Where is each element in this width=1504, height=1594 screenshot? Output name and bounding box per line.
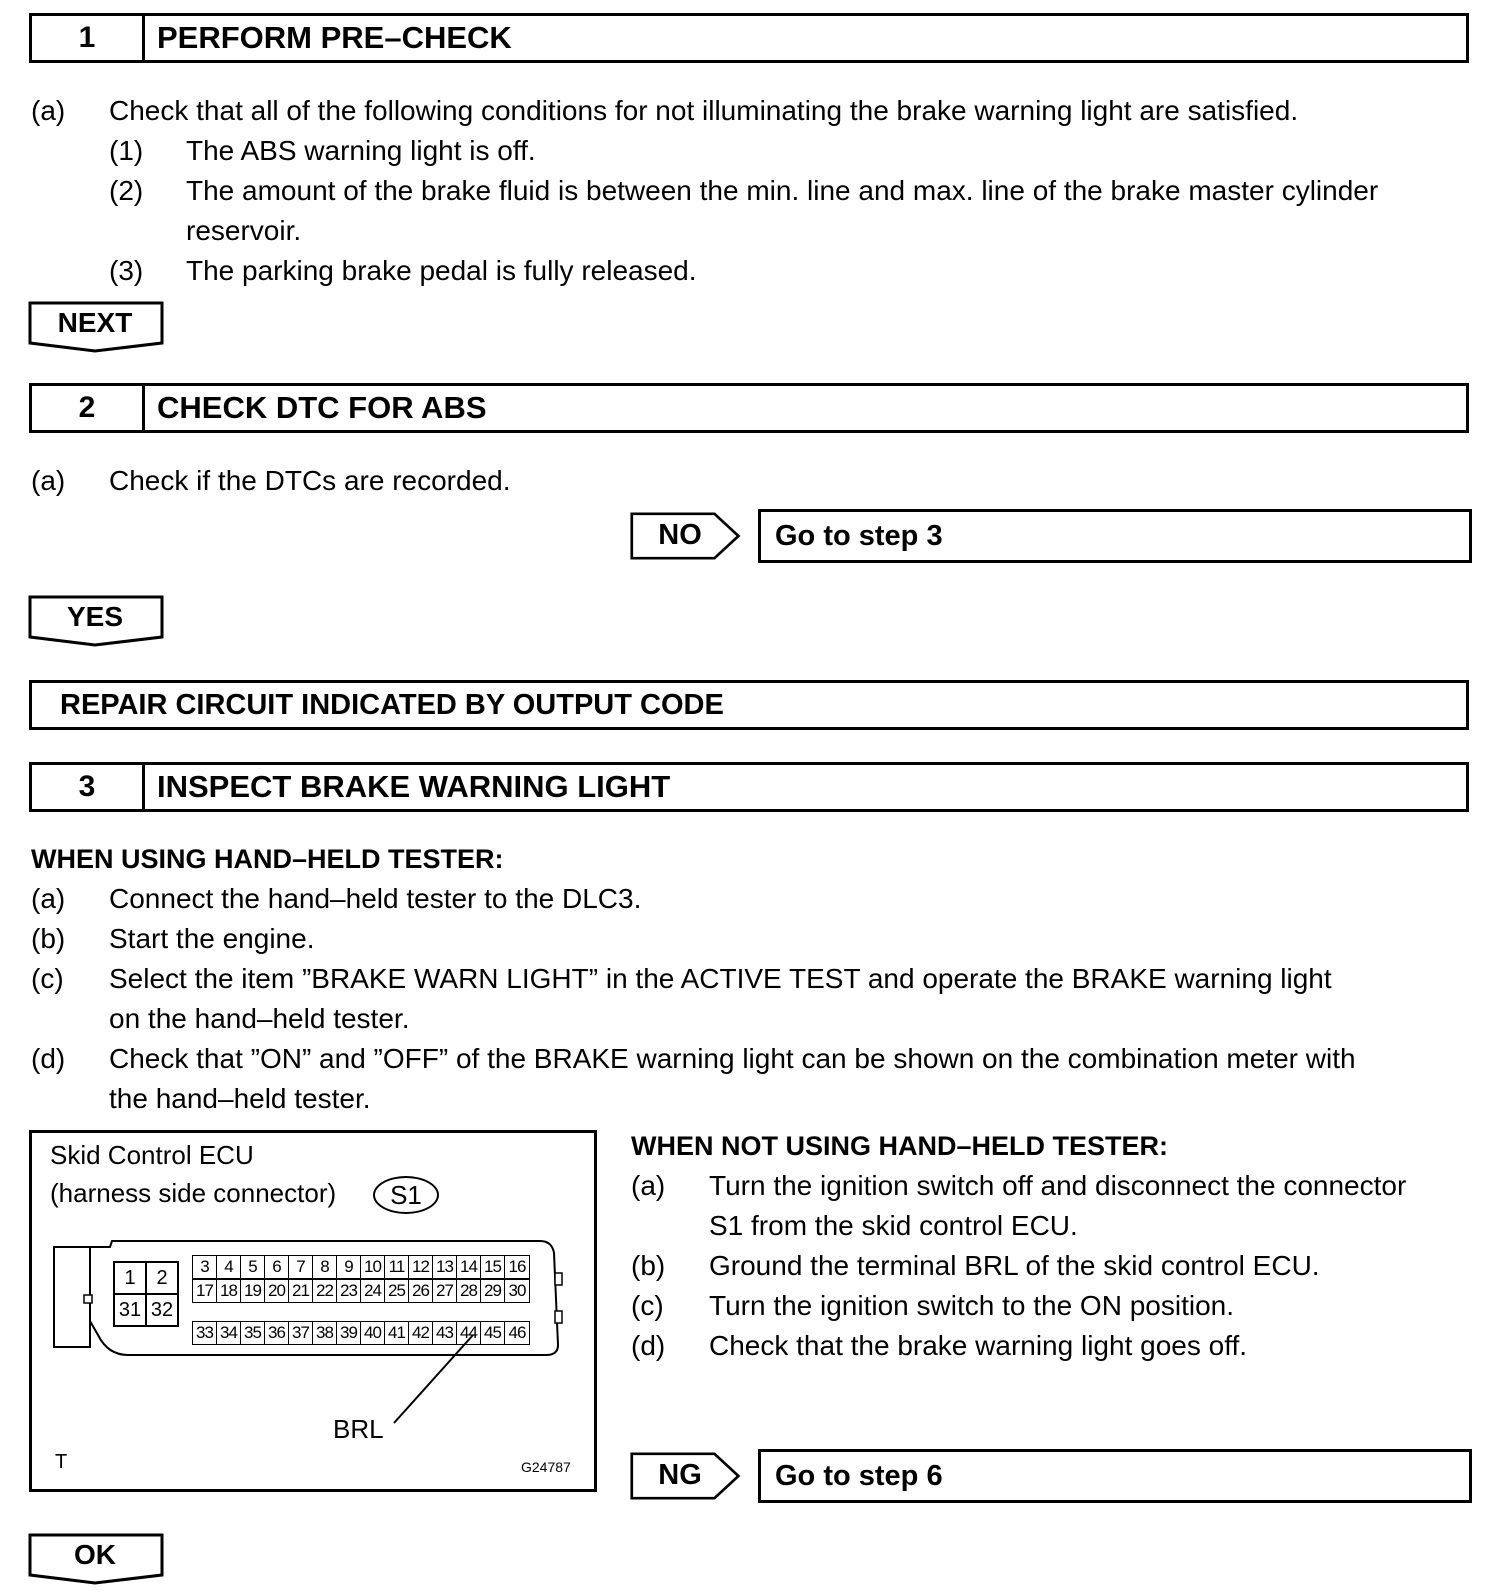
pin-cell: 42 — [409, 1322, 433, 1344]
item-text: Check if the DTCs are recorded. — [109, 465, 511, 496]
figure-title: Skid Control ECU — [50, 1140, 254, 1170]
item-label: (a) — [31, 465, 66, 496]
item-label: (a) — [631, 1170, 666, 1201]
pin-cell: 20 — [265, 1280, 289, 1302]
flow-label: NEXT — [57, 307, 133, 338]
pin-cell: 43 — [433, 1322, 457, 1344]
no-branch — [630, 509, 1472, 563]
pin-cell: 39 — [337, 1322, 361, 1344]
figure-code: G24787 — [521, 1459, 571, 1475]
pin-cell: 9 — [337, 1256, 361, 1278]
yes-flow-tag — [28, 595, 166, 647]
next-flow-tag — [28, 301, 166, 353]
flow-label: OK — [74, 1539, 116, 1570]
pin-cell: 22 — [313, 1280, 337, 1302]
item-text: Turn the ignition switch off and disconnect the connector — [709, 1170, 1407, 1201]
pin-cell: 3 — [193, 1256, 217, 1278]
pin-cell: 23 — [337, 1280, 361, 1302]
item-label: (b) — [31, 923, 66, 954]
pin-cell: 8 — [313, 1256, 337, 1278]
item-text: the hand–held tester. — [109, 1083, 371, 1114]
item-text: Check that the brake warning light goes off. — [709, 1330, 1248, 1361]
pin-cell: 15 — [481, 1256, 505, 1278]
condition-label: (1) — [109, 135, 144, 166]
condition-label: (2) — [109, 175, 144, 206]
pin-cell: 44 — [457, 1322, 481, 1344]
item-label: (a) — [31, 883, 66, 914]
item-label: (c) — [31, 963, 64, 994]
callout-label: BRL — [333, 1414, 384, 1444]
condition-text: reservoir. — [186, 215, 302, 246]
step-number: 1 — [32, 16, 145, 60]
pin-cell: 19 — [241, 1280, 265, 1302]
flow-label: YES — [66, 601, 124, 632]
figure-subtitle: (harness side connector) — [50, 1178, 337, 1208]
item-label: (a) — [31, 95, 66, 126]
pin-cell: 24 — [361, 1280, 385, 1302]
pin-cell: 37 — [289, 1322, 313, 1344]
pin-cell: 45 — [481, 1322, 505, 1344]
connector-figure — [29, 1130, 597, 1492]
pin-cell: 4 — [217, 1256, 241, 1278]
pin-cell: 12 — [409, 1256, 433, 1278]
item-text: on the hand–held tester. — [109, 1003, 410, 1034]
branch-tag: NO — [658, 519, 702, 551]
corner-mark: T — [55, 1451, 68, 1473]
pin-cell: 13 — [433, 1256, 457, 1278]
ok-flow-tag — [28, 1533, 166, 1585]
pin-cell: 35 — [241, 1322, 265, 1344]
step-3-header — [29, 762, 1469, 812]
section-heading: WHEN NOT USING HAND–HELD TESTER: — [631, 1131, 1169, 1161]
item-label: (d) — [31, 1043, 66, 1074]
branch-tag: NG — [658, 1459, 702, 1491]
pin-cell: 11 — [385, 1256, 409, 1278]
condition-text: The ABS warning light is off. — [186, 135, 536, 166]
brl-callout-line — [32, 1133, 594, 1489]
branch-target: Go to step 3 — [758, 509, 1472, 563]
item-label: (d) — [631, 1330, 666, 1361]
step-1-header — [29, 13, 1469, 63]
ng-branch — [630, 1449, 1472, 1503]
branch-target: Go to step 6 — [758, 1449, 1472, 1503]
item-label: (b) — [631, 1250, 666, 1281]
condition-label: (3) — [109, 255, 144, 286]
section-heading: WHEN USING HAND–HELD TESTER: — [31, 844, 504, 874]
item-text: S1 from the skid control ECU. — [709, 1210, 1078, 1241]
pin-cell: 29 — [481, 1280, 505, 1302]
pin-cell: 26 — [409, 1280, 433, 1302]
pin-cell: 7 — [289, 1256, 313, 1278]
step-title: CHECK DTC FOR ABS — [157, 390, 487, 425]
step-number: 2 — [32, 386, 145, 430]
pin-cell: 18 — [217, 1280, 241, 1302]
pin-cell: 2 — [146, 1262, 178, 1294]
pin-cell: 28 — [457, 1280, 481, 1302]
step-number: 3 — [32, 765, 145, 809]
pin-cell: 41 — [385, 1322, 409, 1344]
step-title: PERFORM PRE–CHECK — [157, 20, 512, 55]
item-text: Select the item ”BRAKE WARN LIGHT” in the ACTIVE TEST and operate the BRAKE warning light — [109, 963, 1332, 994]
pin-cell: 32 — [146, 1294, 178, 1326]
item-label: (c) — [631, 1290, 664, 1321]
step-title: INSPECT BRAKE WARNING LIGHT — [157, 769, 671, 804]
pin-cell: 38 — [313, 1322, 337, 1344]
pin-cell: 27 — [433, 1280, 457, 1302]
item-text: Turn the ignition switch to the ON position. — [709, 1290, 1234, 1321]
item-text: Check that ”ON” and ”OFF” of the BRAKE warning light can be shown on the combination meter with — [109, 1043, 1356, 1074]
condition-text: The parking brake pedal is fully released. — [186, 255, 697, 286]
pin-cell: 6 — [265, 1256, 289, 1278]
pin-cell: 1 — [114, 1262, 146, 1294]
pin-cell: 10 — [361, 1256, 385, 1278]
step-2-header — [29, 383, 1469, 433]
item-text: Start the engine. — [109, 923, 315, 954]
pin-cell: 33 — [193, 1322, 217, 1344]
pin-cell: 17 — [193, 1280, 217, 1302]
pin-cell: 5 — [241, 1256, 265, 1278]
pin-cell: 40 — [361, 1322, 385, 1344]
pin-cell: 34 — [217, 1322, 241, 1344]
repair-box: REPAIR CIRCUIT INDICATED BY OUTPUT CODE — [29, 680, 1469, 730]
item-text: Check that all of the following conditions for not illuminating the brake warning light are satisfied. — [109, 95, 1299, 126]
connector-id-badge: S1 — [373, 1176, 439, 1214]
pin-cell: 31 — [114, 1294, 146, 1326]
pin-cell: 36 — [265, 1322, 289, 1344]
pin-cell: 21 — [289, 1280, 313, 1302]
pin-cell: 30 — [508, 1281, 526, 1300]
item-text: Connect the hand–held tester to the DLC3. — [109, 883, 642, 914]
condition-text: The amount of the brake fluid is between the min. line and max. line of the brake master cylinder — [186, 175, 1379, 206]
pin-cell: 16 — [508, 1257, 526, 1276]
pin-cell: 46 — [508, 1323, 526, 1342]
pin-cell: 14 — [457, 1256, 481, 1278]
pin-cell: 25 — [385, 1280, 409, 1302]
item-text: Ground the terminal BRL of the skid control ECU. — [709, 1250, 1320, 1281]
